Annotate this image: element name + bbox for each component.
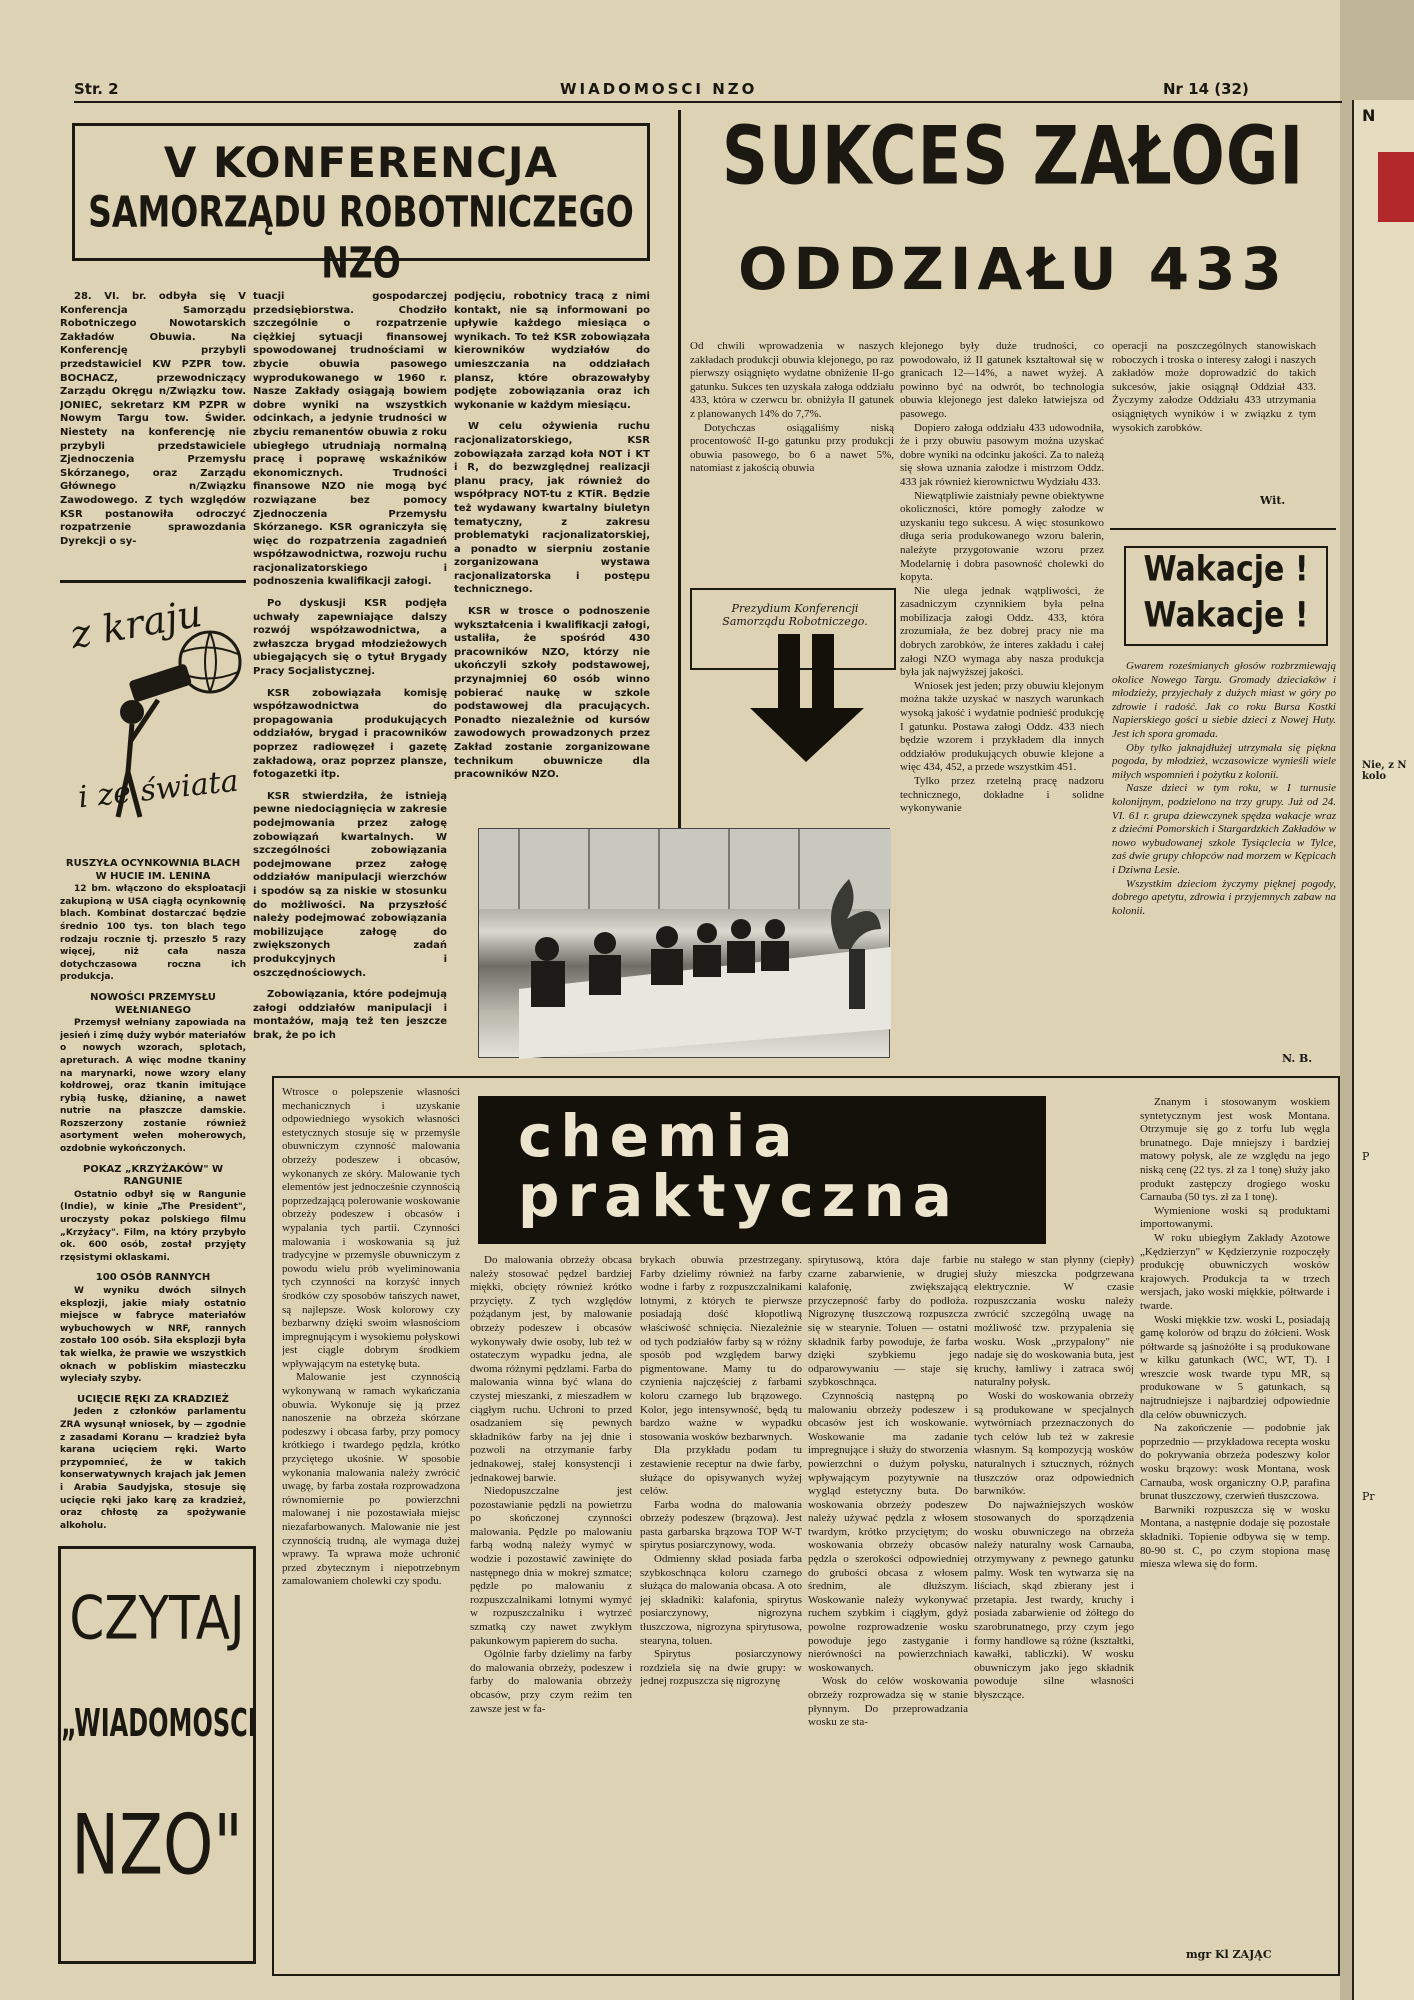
down-arrow-icon [748, 628, 868, 768]
brief-title: NOWOŚCI PRZEMYSŁU WEŁNIANEGO [90, 991, 216, 1016]
presidium-photo [478, 828, 890, 1058]
chemia-column-1: Wtrosce o polepszenie własności mechanicznych i uzyskanie odpowiedniego wysokich własności estetycznych stosuje się w przemyśle obuwniczym czynność malowania obrzeży podeszew i obcasów, wykonanych ze skóry. Malowanie tych elementów jest jednocześnie czynnością poprzedzającą polerowanie woskowanie obrzeży podeszew i obcasów i wypalania tych partii. Czynności malowania i woskowania są już tradycyjne w przemyśle obuwniczym z powodu wielu prób wyeliminowania tych czynności na korzyść innych środków czy sposobów tańszych nawet, są najlepsze. Wosk kolorowy czy bezbarwny dzięki swoim własnościom impregnującym i wysokiemu połyskowi jest ciągle dobrym środkiem wpływającym na estetykę buta. Malowanie jest czynnością wykonywaną w ramach wykańczania obuwia. Wykonuje się ją przez nanoszenie na obrzeża skórzane podeszwy i obcasa farby, przy pomocy krótkiego i twardego pędzla, krótko przyciętego ukośnie. W sposobie wykonania malowania należy zwrócić uwagę, by farba została rozprowadzona równomiernie po powierzchni malowanej i nie pozostawiała miejsc niezafarbowanych. Malowanie nie jest czynnością trudną, ale wymaga dużej wprawy. Ta wprawa może uchronić przed zbytecznym i niepotrzebnym zamalowaniem cholewki czy spodu. [282, 1086, 460, 1588]
conference-title-line2: SAMORZĄDU ROBOTNICZEGO NZO [88, 186, 634, 288]
chemia-column-3: brykach obuwia przestrzegany. Farby dzielimy również na farby wodne i farby z rozpuszczalnikami lotnymi, z których te pierwsze posiadają dość kłopotliwą właściwość schnięcia. Niezależnie od tych podziałów farby są w różny sposób pod względem barwy pigmentowane. Mamy tu do czynienia najczęściej z farbami koloru czarnego lub brązowego. Kolor, jego intensywność, będą tu bardzo ważne w wypadku stosowania wosków bezbarwnych. Dla przykładu podam tu zestawienie receptur na dwie farby, służące do opisywanych wyżej celów. Farba wodna do malowania obrzeży podeszew (brązowa). Jest pasta garbarska brązowa TOP W-T spirytus posiarczynowy, woda. Odmienny skład posiada farba szybkoschnąca koloru czarnego służąca do malowania obcasa. A oto jej składniki: kalafonia, spirytus posiarczynowy, nigrozyna tłuszczowa, nigrozyna spirytusowa, stearyna, toluen. Spirytus posiarczynowy rozdziela się na dwie grupy: w jednej rozpuszcza się nigrozynę [640, 1254, 802, 1688]
brief-text: Jeden z członków parlamentu ZRA wysunął wniosek, by — zgodnie z zasadami Koranu — kradzież była karana ucięciem ręki. Warto przypomnieć, że w takich konserwatywnych krajach jak Jemen i Arabia Saudyjska, stosuje się ucięcie ręki jako karę za kradzież, oraz chłostę za spożywanie alkoholu. [60, 1407, 246, 1530]
sukces-column-3: operacji na poszczególnych stanowiskach roboczych i troska o interesy załogi i naszych zakładów może doprowadzić do takich sukcesów, jakie osiągnął Oddział 433. Życzymy załodze Oddziału 433 utrzymania osiągniętych wyników i w związku z tym wysokich zarobków. [1112, 340, 1316, 434]
chemia-column-6: Znanym i stosowanym woskiem syntetycznym jest wosk Montana. Otrzymuje się go z torfu lub węgla brunatnego. Daje mniejszy i bardziej matowy połysk, ale ze względu na jego niską cenę (22 tys. zł za 1 tonę) służy jako produkt zastępczy drogiego wosku Carnauba (50 tys. zł za 1 tonę). Wymienione woski są produktami importowanymi. W roku ubiegłym Zakłady Azotowe „Kędzierzyn" w Kędzierzynie rozpoczęły produkcję obuwniczych wosków krajowych. Produkcja ta w trzech wersjach, jako woski miękkie, półtwarde i twarde. Woski miękkie tzw. woski L, posiadają gamę kolorów od brązu do żółcieni. Wosk półtwarde są jaśnożółte i są produkowane w kilku gatunkach (WC, WT, T). I wreszcie wosk twarde typu MR, są produkowane w 5 gatunkach, są najtrudniejsze i najbardziej odpowiednie dla celów obuwniczych. Na zakończenie — podobnie jak poprzednio — przykładowa recepta wosku do pokrywania obrzeża podeszwy kolor wosku brązowy: wosk Montana, wosk Carnauba, wosk organiczny O.P, parafina brunat tłuszczowy, czerwień tłuszczowa. Barwniki rozpuszcza się w wosku Montana, a następnie dodaje się pozostałe składniki. Topienie odbywa się w temp. 80-90 st. C, po czym stopiona masę miesza wlewa się do form. [1140, 1096, 1330, 1571]
wakacje-title-2: Wakacje ! [1143, 595, 1309, 636]
conference-column-3: podjęciu, robotnicy tracą z nimi kontakt, nie są informowani po upływie każdego miesiąca o wynikach. To też KSR zobowiązała kierowników wydziałów do umieszczania na oddziałach plansz, które obrazowałyby podjęte zobowiązania oraz ich wykonanie w każdym miesiącu. W celu ożywienia ruchu racjonalizatorskiego, KSR zobowiązała zarząd koła NOT i KT i R, do bezwzględnej realizacji planu pracy, jak również do współpracy NOT-tu z KTiR. Będzie też wydawany kwartalny biuletyn tematyczny, z zakresu problematyki racjonalizatorskiej, a ponadto w sierpniu zostanie zorganizowana wystawa racjonalizatorska i postępu technicznego. KSR w trosce o podnoszenie wykształcenia i kwalifikacji załogi, ustaliła, że spośród 430 pracowników NZO, którzy nie ukończyli szkoły podstawowej, przynajmniej 60 osób winno pobierać naukę w szkole podstawowej dla pracujących. Ponadto niezależnie od kursów zawodowych prowadzonych przez Zakład zostanie zorganizowane technikum obuwnicze dla pracowników NZO. [454, 291, 650, 781]
z-kraju-logo-text-bottom: i ze świata [76, 763, 241, 816]
issue-number: Nr 14 (32) [1163, 80, 1249, 98]
chemia-title-banner [478, 1096, 1046, 1244]
wakacje-title-box [1124, 546, 1328, 646]
chemia-title-line2: praktyczna [518, 1162, 960, 1230]
brief-text: W wyniku dwóch silnych eksplozji, jakie miały ostatnio miejsce w fabryce materiałów wybuchowych w NRF, rannych zostało 100 osób. Siła eksplozji była tak wielka, że prawie we wszystkich oknach w pobliskim miasteczku wyleciały szyby. [60, 1286, 246, 1385]
header-rule [74, 101, 1342, 103]
wakacje-signature: N. B. [1282, 1052, 1313, 1065]
conference-title-line1: V KONFERENCJA [163, 138, 559, 187]
sukces-column-1: Od chwili wprowadzenia w naszych zakładach produkcji obuwia klejonego, po raz pierwszy osiągnięto wydatne obniżenie II-go gatunku. Sukces ten uzyskała załoga oddziału 433, która w czerwcu br. obniżyła II gatunek z planowanych 14% do 7,7%. Dotychczas osiągaliśmy niską procentowość II-go gatunku przy produkcji obuwia pasowego, bo 6 a nawet 5%, natomiast z jakością obuwia [690, 340, 894, 475]
news-briefs [60, 850, 246, 1530]
photo-scene [479, 829, 891, 1059]
czytaj-title: „WIADOMOSCI [61, 1700, 257, 1746]
z-kraju-logo [60, 592, 246, 842]
czytaj-nzo: NZO" [71, 1797, 243, 1895]
adjacent-red-block [1378, 152, 1414, 222]
chemia-column-5: nu stałego w stan płynny (ciepły) służy mieszcka podgrzewana elektrycznie. W czasie rozpuszczania wosku należy zwrócić szczególną uwagę na możliwość tzw. przypalenia się wosku. Wosk „przypalony" nie nadaje się do woskowania buta, jest kruchy, łamliwy i zatraca swój naturalny połysk. Woski do woskowania obrzeży są produkowane w specjalnych wytwórniach przeznaczonych do tych celów lub też w zakresie własnym. Są kompozycją wosków naturalnych i sztucznych, różnych tłuszczów oraz odpowiednich barwników. Do najważniejszych wosków stosowanych do sporządzenia wosku obuwniczego na obrzeża należy naturalny wosk Carnauba, otrzymywany z pewnego gatunku palmy. Wosk ten wytwarza się na liściach, skąd zbierany jest i przetapia. Jest twardy, kruchy i posiada zabarwienie od żółtego do szarobrunatnego, przy czym jego formy handlowe są różne (kształtki, kawałki, tabliczki). W wosku obuwniczym jako jego składnik powoduje silne własności błyszczące. [974, 1254, 1134, 1701]
czytaj-word: CZYTAJ [69, 1583, 245, 1653]
section-rule [60, 580, 246, 583]
conference-column-1: 28. VI. br. odbyła się V Konferencja Samorządu Robotniczego Nowotarskich Zakładów Obuwia. Na Konferencję przybyli przedstawiciel KW PZPR tow. BOCHACZ, przewodniczący Zarządu Okręgu n/Związku tow. JONIEC, sekretarz KM PZPR w Nowym Targu tow. Świder. Niestety na konferencję nie przybyli przedstawiciele Zjednoczenia Przemysłu Skórzanego, oraz Zarządu Głównego n/Związku Zawodowego. Z tych względów KSR postanowiła odroczyć rozpatrzenie sprawozdania Dyrekcji o sy- [60, 291, 246, 547]
czytaj-box [58, 1546, 256, 1964]
photo-caption: Prezydium Konferencji Samorządu Robotniczego. [722, 602, 868, 628]
sukces-title-line2: ODDZIAŁU 433 [738, 235, 1288, 303]
brief-text: Przemysł wełniany zapowiada na jesień i zimę duży wybór materiałów o nowych wzorach, splotach, apreturach. A więc modne tkaniny na marynarki, nowe wzory elany kołdrowej, oraz tkanin imitujące rybią łuskę, dżianinę, a nawet nutrie na płaszcze damskie. Rozszerzony zostanie również asortyment wełen moherowych, ozdobnie wykończonych. [60, 1018, 246, 1155]
page-number: Str. 2 [74, 80, 119, 98]
brief-title: UCIĘCIE RĘKI ZA KRADZIEŻ [77, 1393, 229, 1405]
conference-title-box [72, 123, 650, 288]
chemia-column-4: spirytusową, która daje farbie czarne zabarwienie, w drugiej kalafonię, zwiększającą przyczepność farby do podłoża. Nigrozynę tłuszczową rozpuszcza się w stearynie. Toluen — ostatni składnik farby powoduje, że farba dzięki szybkiemu jego odparowywaniu — staje się szybkoschnąca. Czynnością następną po malowaniu obrzeży podeszew i obcasów jest ich woskowanie. Woskowanie ma zadanie impregnujące i służy do stworzenia powierzchni o dużym połysku, wpływającym pozytywnie na wygląd estetyczny buta. Do woskowania obrzeży podeszew należy używać pędzla z włosem twardym, krótko przyciętym; do woskowania obrzeży obcasów pędzla o szerokości odpowiedniej do grubości obcasa z włosem średnim, ale dłuższym. Woskowanie należy wykonywać ruchem szybkim i ciągłym, gdyż powolne rozprowadzenie wosku powoduje jego zastyganie i nierówności na powierzchniach woskowanych. Wosk do celów woskowania obrzeży rozprowadza się w stanie płynnym. Do przeprowadzania wosku ze sta- [808, 1254, 968, 1729]
adjacent-text-fragment: Pr [1362, 1490, 1375, 1503]
adjacent-page-letter: N [1362, 106, 1376, 125]
conference-column-2: tuacji gospodarczej przedsiębiorstwa. Chodziło szczególnie o rozpatrzenie ciężkiej sytuacji finansowej spowodowanej trudnościami w zbycie obuwia pasowego wyprodukowanego w 1960 r. Nasze Zakłady osiągają bowiem dobre wyniki na wszystkich odcinkach, a jedynie trudności w zbyciu remanentów obuwia z roku ubiegłego utrudniają normalną pracę i poprawę wskaźników ekonomicznych. Trudności finansowe NZO nie mogą być rozwiązane bez pomocy Zjednoczenia Przemysłu Skórzanego. KSR ograniczyła się więc do rozpatrzenia zagadnień współzawodnictwa, rozwoju ruchu racjonalizatorskiego i podnoszenia kwalifikacji załogi. Po dyskusji KSR podjęła uchwały zapewniające dalszy rozwój współzawodnictwa, a zwłaszcza brygad młodzieżowych ubiegających się o tytuł Brygady Pracy Socjalistycznej. KSR zobowiązała komisję współzawodnictwa do propagowania produkujących oddziałów, brygad i pracowników poprzez radiowęzeł i gazetę zakładową, oraz poprzez plansze, fotogazetki itp. KSR stwierdziła, że istnieją pewne niedociągnięcia w zakresie podejmowania przez załogę zobowiązań kwartalnych. W szczególności zobowiązania podejmowane przez załogę oddziałów manipulacji wierzchów i spodów są za niskie w stosunku do możliwości. Na przyszłość należy podejmować zobowiązania mobilizujące załogę do zwiększonych zadań produkcyjnych i oszczędnościowych. Zobowiązania, które podejmują załogi oddziałów manipulacji i montażów, mają też ten jeszcze brak, że po ich [253, 291, 447, 1041]
sukces-signature: Wit. [1260, 494, 1286, 507]
brief-title: POKAZ „KRZYŻAKÓW" W RANGUNIE [82, 1163, 224, 1188]
section-rule [1110, 528, 1336, 530]
brief-text: Ostatnio odbył się w Rangunie (Indie), w kinie „The President", uroczysty pokaz polskiego filmu „Krzyżacy". Film, na który przybyło ok. 600 osób, został przyjęty rzęsistymi oklaskami. [60, 1189, 246, 1263]
adjacent-text-fragment: Nie, z N kolo [1362, 760, 1407, 782]
adjacent-text-fragment: P [1362, 1150, 1370, 1163]
chemia-column-2: Do malowania obrzeży obcasa należy stosować pędzel bardziej miękki, obcięty również krótko przycięty. Z tych względów pożądanym jest, by malowanie obrzeży podeszew i obcasów wykonywały dwie osoby, lub też w ostateczym wypadku jedna, ale dwoma różnymi pędzlami. Farba do malowania winna być wlana do czystej mieszanki, z mieszadłem w ciągłym ruchu. Uchroni to przed osadzaniem się pewnych składników farby na jej dnie i pozwoli na otrzymanie farby jednakowej, stałej konsystencji i jednakowej barwie. Niedopuszczalne jest pozostawianie pędzli na powietrzu po skończonej czynności malowania. Pędzle po malowaniu farbą wodną należy wymyć w wodzie i pozostawić zawinięte do następnego dnia w mokrej szmatce; pędzle po malowaniu z rozpuszczalnikami lotnymi wymyć w rozpuszczalniku i wytrzeć szmatką czy nawet zwykłym pakunkowym papierem do sucha. Ogólnie farby dzielimy na farby do malowania obrzeży, podeszew i farby do malowania obrzeży obcasów, przy czym reżim ten zawsze jest w fa- [470, 1254, 632, 1715]
z-kraju-logo-text-top: z kraju [67, 590, 206, 658]
sukces-title-line1: SUKCES ZAŁOGI [721, 110, 1305, 204]
adjacent-page-edge [1352, 100, 1414, 2000]
sukces-column-2: klejonego były duże trudności, co powodowało, iż II gatunek kształtował się w granicach 12—14%, a nawet wyżej. A powinno być na odwrót, bo technologia obuwia klejonego jest daleko łatwiejsza od pasowego. Dopiero załoga oddziału 433 udowodniła, że i przy obuwiu pasowym można uzyskać dobre wyniki na odcinku jakości. Za to należą się słowa uznania załodze i mistrzom Oddz. 433 jak również kierownictwu Wydziału 433. Niewątpliwie zaistniały pewne obiektywne okoliczności, które pomogły załodze w uzyskaniu tego sukcesu. A więc stosunkowo długa seria produkowanego wzoru balerin, należyte przygotowanie wzoru przez Modelarnię i dobra pasowność cholewki do kopyta. Nie ulega jednak wątpliwości, że zasadniczym czynnikiem była pełna mobilizacja załogi Oddz. 433, która zrozumiała, że bez dobrej pracy nie ma dobrych zarobków, że interes zakładu i całej załogi NZO wymaga aby nasza produkcja była jak najwyższej jakości. Wniosek jest jeden; przy obuwiu klejonym można także uzyskać w naszych warunkach wysoką jakość i wydatnie podnieść produkcję I gatunku. Postawa załogi Oddz. 433 niech będzie wzorem i przykładem dla innych oddziałów produkujących obuwie klejone a więc 434, 452, a przede wszystkim 451. Tylko przez rzetelną pracę nadzoru technicznego, dokładne i solidne wykonywanie [900, 340, 1104, 815]
wakacje-title-1: Wakacje ! [1143, 549, 1309, 590]
wakacje-text: Gwarem roześmianych głosów rozbrzmiewają okolice Nowego Targu. Gromady dzieciaków i młodzieży, przyjechały z dużych miast w góry po zdrowie i radość. Jak co roku Bursa Kostki Napierskiego gości u siebie dzieci z Nowej Huty. Jest ich spora gromada. Oby tylko jaknajdłużej utrzymała się piękna pogoda, by młodzież, wczasowicze wynieśli wiele miłych wspomnień i pożytku z kolonii. Nasze dzieci w tym roku, w I turnusie kolonijnym, podzielono na trzy grupy. Już od 24. VI. 61 r. grupa dziewczynek spędza wakacje wraz z dziećmi Pomorskich i Stargardzkich Zakładów w nowo wybudowanej szkole Tysiąclecia w Tylce, zaś dwie grupy chłopców nad morzem w Kępicach i Dziwna Lesie. Wszystkim dzieciom życzymy pięknej pogody, dobrego apetytu, zdrowia i przyjemnych zabaw na kolonii. [1112, 660, 1336, 917]
chemia-title-line1: chemia [518, 1102, 801, 1170]
brief-title: 100 OSÓB RANNYCH [95, 1272, 211, 1284]
chemia-signature: mgr Kl ZAJĄC [1186, 1948, 1272, 1961]
brief-text: 12 bm. włączono do eksploatacji zakupioną w USA ciągłą ocynkownię blach. Kombinat dostarczać będzie średnio 100 tys. ton blach tego rodzaju rocznie tj. przeszło 5 razy więcej, niż cała nasza dotychczasowa roczna ich produkcja. [60, 884, 246, 983]
brief-title: RUSZYŁA OCYNKOWNIA BLACH W HUCIE IM. LENINA [65, 858, 241, 882]
newspaper-title: WIADOMOSCI NZO [560, 80, 758, 98]
